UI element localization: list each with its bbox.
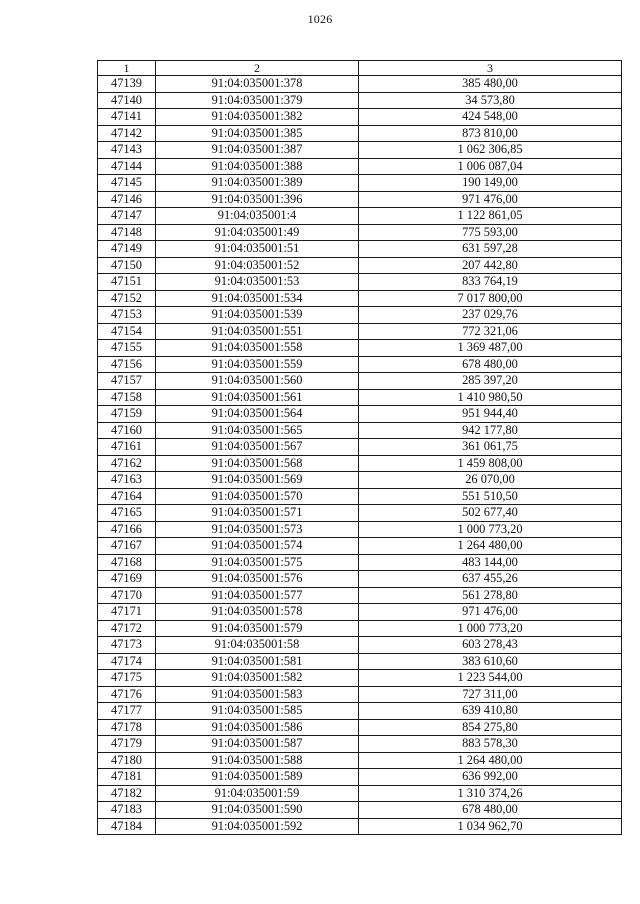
row-number-cell: 47179 <box>98 736 156 753</box>
row-number-cell: 47172 <box>98 620 156 637</box>
cadastral-number-cell: 91:04:035001:53 <box>156 274 359 291</box>
table-row <box>98 290 622 307</box>
cadastral-value-cell: 727 311,00 <box>359 686 622 703</box>
cadastral-value-cell: 502 677,40 <box>359 505 622 522</box>
cadastral-value-cell: 551 510,50 <box>359 488 622 505</box>
row-number-cell: 47146 <box>98 191 156 208</box>
cadastral-number-cell: 91:04:035001:571 <box>156 505 359 522</box>
row-number-cell: 47170 <box>98 587 156 604</box>
row-number-cell: 47140 <box>98 92 156 109</box>
cadastral-value-cell: 1 459 808,00 <box>359 455 622 472</box>
row-number-cell: 47155 <box>98 340 156 357</box>
cadastral-number-cell: 91:04:035001:58 <box>156 637 359 654</box>
cadastral-number-cell: 91:04:035001:592 <box>156 818 359 835</box>
cadastral-value-cell: 1 122 861,05 <box>359 208 622 225</box>
table-row <box>98 653 622 670</box>
cadastral-value-cell: 361 061,75 <box>359 439 622 456</box>
row-number-cell: 47156 <box>98 356 156 373</box>
cadastral-number-cell: 91:04:035001:574 <box>156 538 359 555</box>
row-number-cell: 47165 <box>98 505 156 522</box>
cadastral-value-cell: 1 264 480,00 <box>359 752 622 769</box>
table-row <box>98 422 622 439</box>
row-number-cell: 47147 <box>98 208 156 225</box>
cadastral-number-cell: 91:04:035001:565 <box>156 422 359 439</box>
row-number-cell: 47184 <box>98 818 156 835</box>
cadastral-number-cell: 91:04:035001:568 <box>156 455 359 472</box>
cadastral-value-cell: 34 573,80 <box>359 92 622 109</box>
cadastral-number-cell: 91:04:035001:576 <box>156 571 359 588</box>
row-number-cell: 47180 <box>98 752 156 769</box>
table-row <box>98 208 622 225</box>
table-row <box>98 92 622 109</box>
cadastral-number-cell: 91:04:035001:578 <box>156 604 359 621</box>
row-number-cell: 47161 <box>98 439 156 456</box>
row-number-cell: 47168 <box>98 554 156 571</box>
row-number-cell: 47166 <box>98 521 156 538</box>
row-number-cell: 47144 <box>98 158 156 175</box>
row-number-cell: 47151 <box>98 274 156 291</box>
cadastral-value-cell: 190 149,00 <box>359 175 622 192</box>
table-row <box>98 538 622 555</box>
cadastral-number-cell: 91:04:035001:382 <box>156 109 359 126</box>
cadastral-number-cell: 91:04:035001:387 <box>156 142 359 159</box>
table-row <box>98 703 622 720</box>
cadastral-number-cell: 91:04:035001:581 <box>156 653 359 670</box>
row-number-cell: 47154 <box>98 323 156 340</box>
row-number-cell: 47181 <box>98 769 156 786</box>
table-row <box>98 389 622 406</box>
cadastral-number-cell: 91:04:035001:573 <box>156 521 359 538</box>
cadastral-value-cell: 7 017 800,00 <box>359 290 622 307</box>
cadastral-number-cell: 91:04:035001:564 <box>156 406 359 423</box>
cadastral-value-cell: 1 264 480,00 <box>359 538 622 555</box>
table-row <box>98 752 622 769</box>
table-row <box>98 307 622 324</box>
table-row <box>98 719 622 736</box>
cadastral-value-cell: 639 410,80 <box>359 703 622 720</box>
table-row <box>98 637 622 654</box>
cadastral-value-cell: 951 944,40 <box>359 406 622 423</box>
table-row <box>98 406 622 423</box>
cadastral-number-cell: 91:04:035001:4 <box>156 208 359 225</box>
table-row <box>98 191 622 208</box>
cadastral-value-cell: 285 397,20 <box>359 373 622 390</box>
table-row <box>98 323 622 340</box>
row-number-cell: 47153 <box>98 307 156 324</box>
row-number-cell: 47152 <box>98 290 156 307</box>
cadastral-value-cell: 637 455,26 <box>359 571 622 588</box>
row-number-cell: 47157 <box>98 373 156 390</box>
cadastral-value-cell: 1 410 980,50 <box>359 389 622 406</box>
table-row <box>98 241 622 258</box>
header-row <box>98 61 622 76</box>
table-row <box>98 785 622 802</box>
table-row <box>98 257 622 274</box>
table-row <box>98 818 622 835</box>
row-number-cell: 47164 <box>98 488 156 505</box>
column-header-number: 1 <box>98 61 156 76</box>
table-row <box>98 670 622 687</box>
cadastral-number-cell: 91:04:035001:575 <box>156 554 359 571</box>
cadastral-number-cell: 91:04:035001:590 <box>156 802 359 819</box>
cadastral-value-cell: 678 480,00 <box>359 802 622 819</box>
cadastral-number-cell: 91:04:035001:579 <box>156 620 359 637</box>
row-number-cell: 47183 <box>98 802 156 819</box>
table-row <box>98 109 622 126</box>
cadastral-number-cell: 91:04:035001:587 <box>156 736 359 753</box>
column-header-cadastral-number: 2 <box>156 61 359 76</box>
table-row <box>98 175 622 192</box>
cadastral-value-cell: 1 369 487,00 <box>359 340 622 357</box>
row-number-cell: 47163 <box>98 472 156 489</box>
column-header-value: 3 <box>359 61 622 76</box>
cadastral-value-cell: 883 578,30 <box>359 736 622 753</box>
cadastral-value-cell: 873 810,00 <box>359 125 622 142</box>
cadastral-value-cell: 1 034 962,70 <box>359 818 622 835</box>
table-row <box>98 455 622 472</box>
cadastral-value-cell: 483 144,00 <box>359 554 622 571</box>
cadastral-number-cell: 91:04:035001:589 <box>156 769 359 786</box>
cadastral-value-cell: 603 278,43 <box>359 637 622 654</box>
cadastral-number-cell: 91:04:035001:559 <box>156 356 359 373</box>
row-number-cell: 47139 <box>98 76 156 93</box>
table-row <box>98 620 622 637</box>
cadastral-number-cell: 91:04:035001:583 <box>156 686 359 703</box>
cadastral-number-cell: 91:04:035001:51 <box>156 241 359 258</box>
table-row <box>98 769 622 786</box>
table-row <box>98 340 622 357</box>
row-number-cell: 47159 <box>98 406 156 423</box>
table-row <box>98 472 622 489</box>
cadastral-value-cell: 971 476,00 <box>359 604 622 621</box>
table-row <box>98 488 622 505</box>
row-number-cell: 47173 <box>98 637 156 654</box>
row-number-cell: 47149 <box>98 241 156 258</box>
cadastral-number-cell: 91:04:035001:534 <box>156 290 359 307</box>
cadastral-value-cell: 207 442,80 <box>359 257 622 274</box>
cadastral-value-cell: 1 062 306,85 <box>359 142 622 159</box>
cadastral-value-cell: 942 177,80 <box>359 422 622 439</box>
row-number-cell: 47150 <box>98 257 156 274</box>
table-row <box>98 125 622 142</box>
row-number-cell: 47143 <box>98 142 156 159</box>
cadastral-number-cell: 91:04:035001:577 <box>156 587 359 604</box>
table-body <box>98 76 622 835</box>
table-row <box>98 356 622 373</box>
cadastral-number-cell: 91:04:035001:49 <box>156 224 359 241</box>
cadastral-value-cell: 1 000 773,20 <box>359 521 622 538</box>
page-number: 1026 <box>307 12 333 26</box>
table-row <box>98 802 622 819</box>
table-row <box>98 274 622 291</box>
cadastral-number-cell: 91:04:035001:560 <box>156 373 359 390</box>
cadastral-number-cell: 91:04:035001:539 <box>156 307 359 324</box>
row-number-cell: 47169 <box>98 571 156 588</box>
cadastral-number-cell: 91:04:035001:379 <box>156 92 359 109</box>
cadastral-value-cell: 678 480,00 <box>359 356 622 373</box>
row-number-cell: 47160 <box>98 422 156 439</box>
cadastral-value-cell: 833 764,19 <box>359 274 622 291</box>
cadastral-number-cell: 91:04:035001:396 <box>156 191 359 208</box>
cadastral-value-cell: 424 548,00 <box>359 109 622 126</box>
cadastral-number-cell: 91:04:035001:385 <box>156 125 359 142</box>
page-footer-mark <box>330 888 450 889</box>
table-row <box>98 142 622 159</box>
table-header <box>98 61 622 76</box>
cadastral-value-cell: 237 029,76 <box>359 307 622 324</box>
cadastral-value-cell: 631 597,28 <box>359 241 622 258</box>
cadastral-number-cell: 91:04:035001:570 <box>156 488 359 505</box>
table-row <box>98 521 622 538</box>
table-row <box>98 686 622 703</box>
row-number-cell: 47176 <box>98 686 156 703</box>
table-row <box>98 587 622 604</box>
row-number-cell: 47142 <box>98 125 156 142</box>
row-number-cell: 47174 <box>98 653 156 670</box>
row-number-cell: 47141 <box>98 109 156 126</box>
table-row <box>98 224 622 241</box>
cadastral-number-cell: 91:04:035001:588 <box>156 752 359 769</box>
cadastral-number-cell: 91:04:035001:378 <box>156 76 359 93</box>
cadastral-value-table <box>97 60 622 835</box>
cadastral-value-cell: 772 321,06 <box>359 323 622 340</box>
cadastral-value-cell: 775 593,00 <box>359 224 622 241</box>
cadastral-number-cell: 91:04:035001:59 <box>156 785 359 802</box>
table-row <box>98 604 622 621</box>
cadastral-value-cell: 1 310 374,26 <box>359 785 622 802</box>
row-number-cell: 47175 <box>98 670 156 687</box>
cadastral-value-cell: 385 480,00 <box>359 76 622 93</box>
cadastral-number-cell: 91:04:035001:561 <box>156 389 359 406</box>
row-number-cell: 47177 <box>98 703 156 720</box>
cadastral-value-cell: 561 278,80 <box>359 587 622 604</box>
cadastral-number-cell: 91:04:035001:389 <box>156 175 359 192</box>
cadastral-number-cell: 91:04:035001:569 <box>156 472 359 489</box>
table-row <box>98 76 622 93</box>
cadastral-value-cell: 636 992,00 <box>359 769 622 786</box>
cadastral-number-cell: 91:04:035001:388 <box>156 158 359 175</box>
row-number-cell: 47178 <box>98 719 156 736</box>
cadastral-number-cell: 91:04:035001:558 <box>156 340 359 357</box>
row-number-cell: 47182 <box>98 785 156 802</box>
row-number-cell: 47158 <box>98 389 156 406</box>
cadastral-value-cell: 26 070,00 <box>359 472 622 489</box>
table-row <box>98 439 622 456</box>
cadastral-number-cell: 91:04:035001:585 <box>156 703 359 720</box>
cadastral-value-cell: 383 610,60 <box>359 653 622 670</box>
cadastral-number-cell: 91:04:035001:551 <box>156 323 359 340</box>
cadastral-number-cell: 91:04:035001:52 <box>156 257 359 274</box>
table-row <box>98 736 622 753</box>
row-number-cell: 47171 <box>98 604 156 621</box>
table-row <box>98 505 622 522</box>
cadastral-number-cell: 91:04:035001:567 <box>156 439 359 456</box>
table-row <box>98 158 622 175</box>
row-number-cell: 47145 <box>98 175 156 192</box>
row-number-cell: 47162 <box>98 455 156 472</box>
table-row <box>98 571 622 588</box>
row-number-cell: 47148 <box>98 224 156 241</box>
cadastral-value-cell: 854 275,80 <box>359 719 622 736</box>
cadastral-number-cell: 91:04:035001:586 <box>156 719 359 736</box>
cadastral-value-cell: 1 006 087,04 <box>359 158 622 175</box>
cadastral-number-cell: 91:04:035001:582 <box>156 670 359 687</box>
table-row <box>98 373 622 390</box>
cadastral-value-cell: 971 476,00 <box>359 191 622 208</box>
cadastral-value-cell: 1 223 544,00 <box>359 670 622 687</box>
row-number-cell: 47167 <box>98 538 156 555</box>
cadastral-value-cell: 1 000 773,20 <box>359 620 622 637</box>
table-row <box>98 554 622 571</box>
